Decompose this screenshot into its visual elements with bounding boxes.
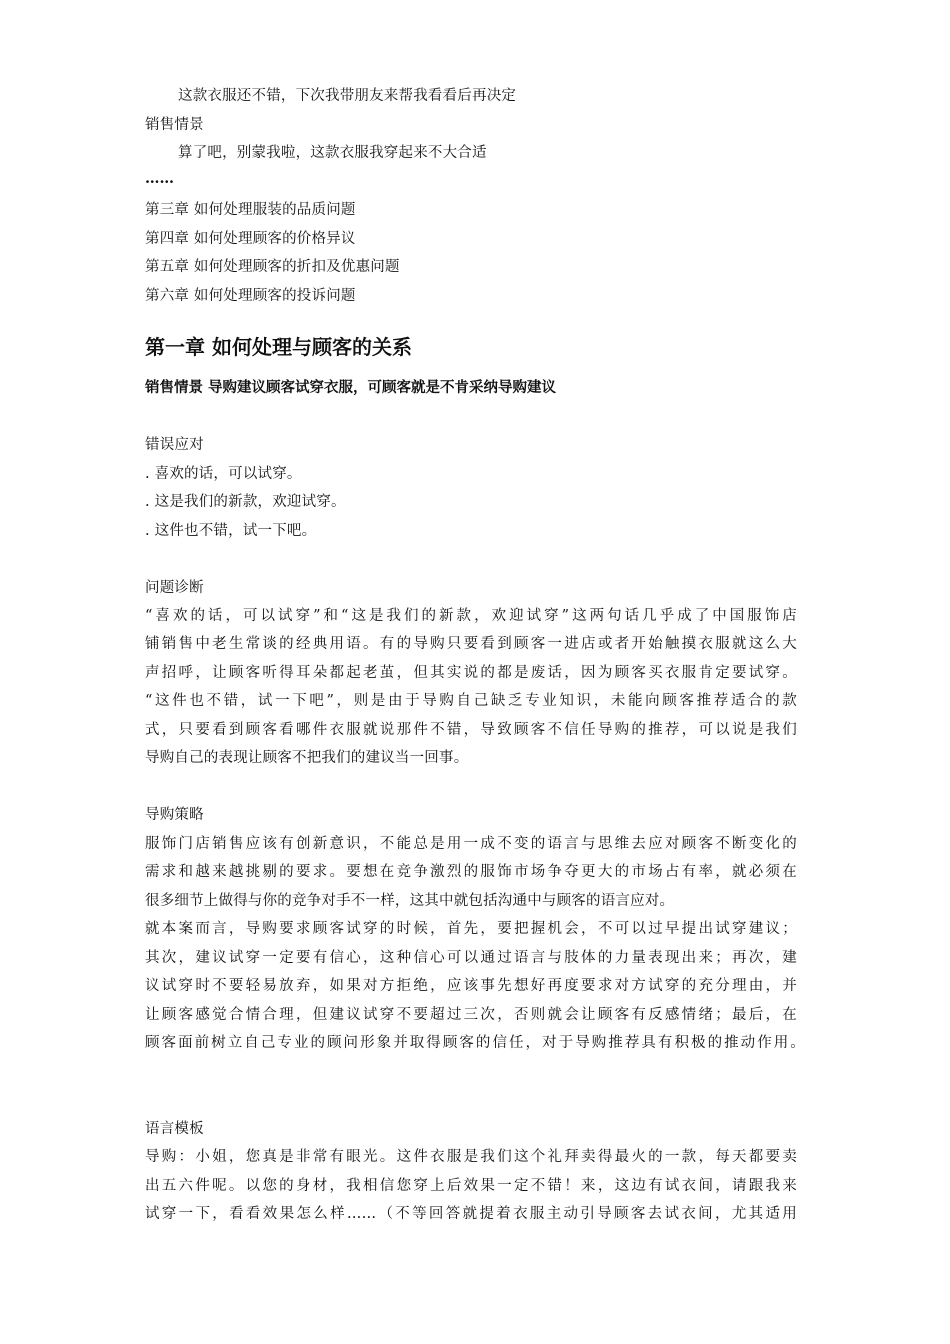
paragraph-line: 让顾客感觉合情合理，但建议试穿不要超过三次，否则就会让顾客有反感情绪；最后，在 — [145, 1007, 797, 1023]
paragraph-line: 式，只要看到顾客看哪件衣服就说那件不错，导致顾客不信任导购的推荐，可以说是我们 — [145, 722, 797, 738]
paragraph-line: 试穿一下，看看效果怎么样……（不等回答就提着衣服主动引导顾客去试衣间，尤其适用 — [145, 1206, 797, 1222]
dialogue-line: 算了吧，别蒙我啦，这款衣服我穿起来不大合适 — [178, 145, 487, 161]
scene-title: 销售情景 导购建议顾客试穿衣服，可顾客就是不肯采纳导购建议 — [145, 380, 557, 396]
paragraph-line: 铺销售中老生常谈的经典用语。有的导购只要看到顾客一进店或者开始触摸衣服就这么大 — [145, 636, 797, 652]
paragraph-line: 声招呼，让顾客听得耳朵都起老茧，但其实说的都是废话，因为顾客买衣服肯定要试穿。 — [145, 665, 797, 681]
paragraph-line: 很多细节上做得与你的竞争对手不一样，这其中就包括沟通中与顾客的语言应对。 — [145, 893, 675, 909]
paragraph-line: 导购：小姐，您真是非常有眼光。这件衣服是我们这个礼拜卖得最火的一款，每天都要卖 — [145, 1149, 797, 1165]
section-heading: 导购策略 — [145, 807, 204, 823]
paragraph-line: 出五六件呢。以您的身材，我相信您穿上后效果一定不错！来，这边有试衣间，请跟我来 — [145, 1178, 797, 1194]
list-item: . 这是我们的新款，欢迎试穿。 — [145, 494, 346, 510]
paragraph-line: “这件也不错，试一下吧”，则是由于导购自己缺乏专业知识，未能向顾客推荐适合的款 — [145, 693, 797, 709]
toc-item: 第六章 如何处理顾客的投诉问题 — [145, 288, 356, 304]
paragraph-line: 顾客面前树立自己专业的顾问形象并取得顾客的信任，对于导购推荐具有积极的推动作用。 — [145, 1035, 805, 1051]
list-item: . 这件也不错，试一下吧。 — [145, 523, 317, 539]
section-heading: 问题诊断 — [145, 580, 204, 596]
section-heading: 语言模板 — [145, 1121, 204, 1137]
section-heading: 错误应对 — [145, 437, 204, 453]
paragraph-line: 议试穿时不要轻易放弃，如果对方拒绝，应该事先想好再度要求对方试穿的充分理由，并 — [145, 978, 797, 994]
ellipsis: …… — [145, 170, 174, 187]
paragraph-line: 其次，建议试穿一定要有信心，这种信心可以通过语言与肢体的力量表现出来；再次，建 — [145, 950, 797, 966]
toc-item: 第三章 如何处理服装的品质问题 — [145, 202, 356, 218]
paragraph-line: 需求和越来越挑剔的要求。要想在竞争激烈的服饰市场争夺更大的市场占有率，就必须在 — [145, 864, 797, 880]
toc-item: 第四章 如何处理顾客的价格异议 — [145, 231, 356, 247]
paragraph-line: 导购自己的表现让顾客不把我们的建议当一回事。 — [145, 750, 469, 766]
paragraph-line: “喜欢的话，可以试穿”和“这是我们的新款，欢迎试穿”这两句话几乎成了中国服饰店 — [145, 608, 797, 624]
toc-item: 第五章 如何处理顾客的折扣及优惠问题 — [145, 259, 400, 275]
paragraph-line: 就本案而言，导购要求顾客试穿的时候，首先，要把握机会，不可以过早提出试穿建议； — [145, 921, 797, 937]
scene-label: 销售情景 — [145, 117, 204, 133]
dialogue-line: 这款衣服还不错，下次我带朋友来帮我看看后再决定 — [178, 88, 517, 104]
paragraph-line: 服饰门店销售应该有创新意识，不能总是用一成不变的语言与思维去应对顾客不断变化的 — [145, 836, 797, 852]
chapter-title: 第一章 如何处理与顾客的关系 — [145, 335, 412, 359]
list-item: . 喜欢的话，可以试穿。 — [145, 466, 302, 482]
